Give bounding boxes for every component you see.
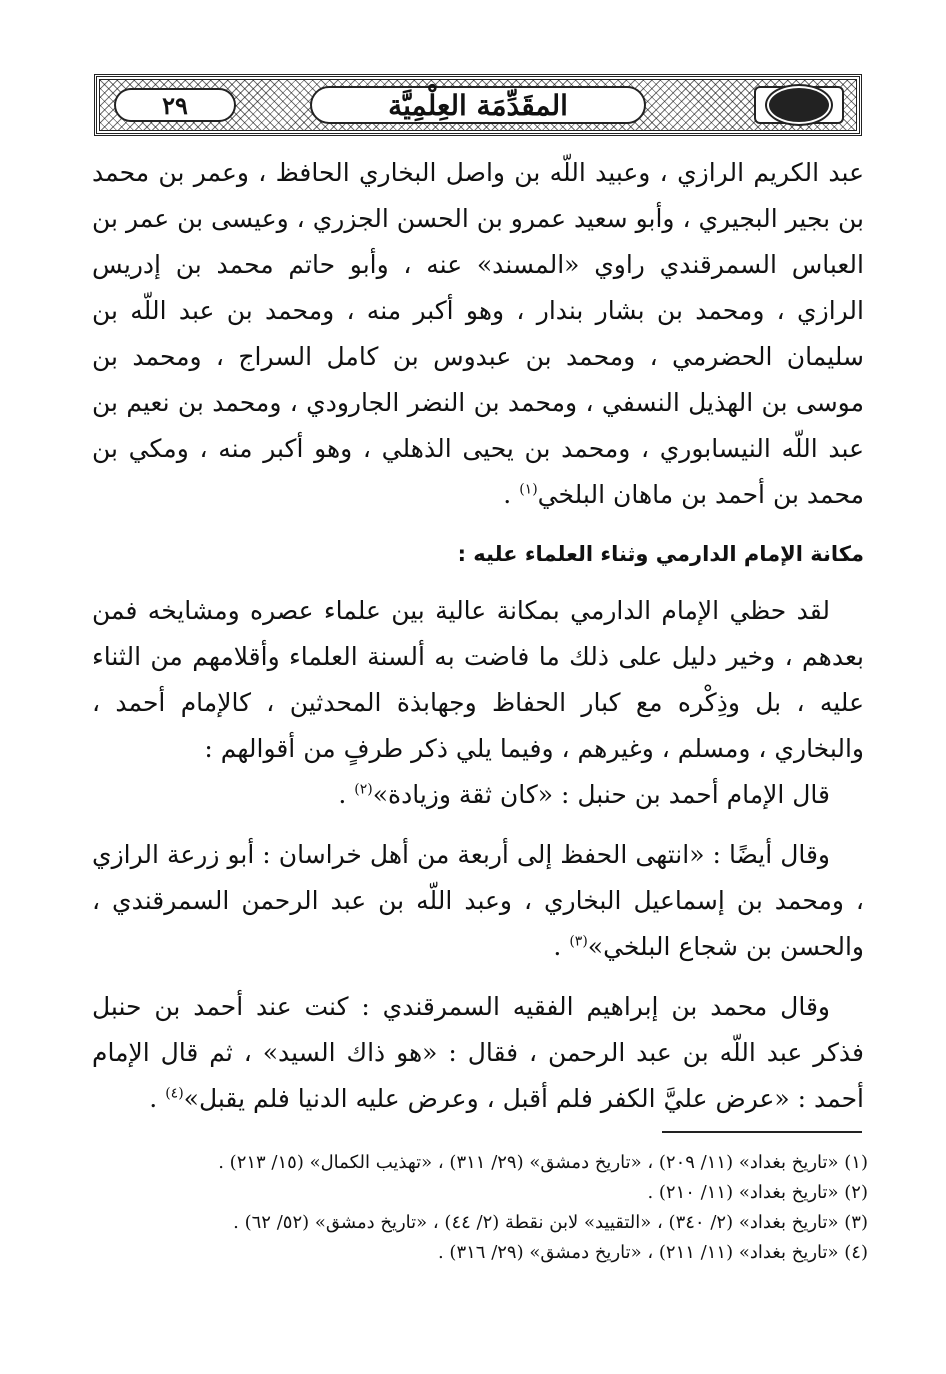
footnote-ref-3: (٣) xyxy=(569,933,588,950)
footnote-1: (١) «تاريخ بغداد» (١١/ ٢٠٩) ، «تاريخ دمشق» (٢٩/ ٣١١) ، «تهذيب الكمال» (١٥/ ٢١٣) . xyxy=(218,1152,868,1173)
page-number-plate xyxy=(114,88,236,122)
footnote-divider xyxy=(662,1131,862,1133)
paragraph-four-huffaz: وقال أيضًا : «انتهى الحفظ إلى أربعة من أهل خراسان : أبو زرعة الرازي ، ومحمد بن إسماعيل البخاري ، وعبد اللّه بن عبد الرحمن السمرقندي ، والحسن بن شجاع البلخي»$^{(٣)}$ . xyxy=(92,840,864,961)
running-title: المقَدِّمَة العِلْمِيَّة xyxy=(388,88,568,122)
paragraph-ahmad-quote: قال الإمام أحمد بن حنبل : «كان ثقة وزيادة»$^{(٢)}$ . xyxy=(338,780,830,809)
running-title-plate xyxy=(310,86,646,124)
footnote-3: (٣) «تاريخ بغداد» (٢/ ٣٤٠) ، «التقييد» لابن نقطة (٢/ ٤٤) ، «تاريخ دمشق» (٥٢/ ٦٢) . xyxy=(233,1212,868,1233)
footnote-ref-2: (٢) xyxy=(354,781,373,798)
footnotes xyxy=(92,1148,868,1268)
publisher-logo-icon xyxy=(754,86,844,124)
ornamental-border xyxy=(99,79,857,131)
footnote-4: (٤) «تاريخ بغداد» (١١/ ٢١١) ، «تاريخ دمشق» (٢٩/ ٣١٦) . xyxy=(437,1242,868,1263)
footnote-ref-1: (١) xyxy=(519,481,538,498)
footnote-ref-4: (٤) xyxy=(165,1085,184,1102)
seal-icon xyxy=(767,86,831,124)
footnote-2: (٢) «تاريخ بغداد» (١١/ ٢١٠) . xyxy=(647,1182,868,1203)
paragraph-status: لقد حظي الإمام الدارمي بمكانة عالية بين علماء عصره ومشايخه فمن بعدهم ، وخير دليل على ذلك ما فاضت به ألسنة العلماء وأقلامهم من الثناء عليه ، بل وذِكْره مع كبار الحفاظ وجهابذة المحدثين ، كالإمام أحمد ، والبخاري ، ومسلم ، وغيرهم ، وفيما يلي ذكر طرفٍ من أقوالهم : xyxy=(92,596,864,763)
paragraph-samarqandi-quote: وقال محمد بن إبراهيم الفقيه السمرقندي : كنت عند أحمد بن حنبل فذكر عبد اللّه بن عبد الرحمن ، فقال : «هو ذاك السيد» ، ثم قال الإمام أحمد : «عرض عليَّ الكفر فلم أقبل ، وعرض عليه الدنيا فلم يقبل»$^{(٤)}$ . xyxy=(92,992,864,1113)
page-number: ٢٩ xyxy=(162,90,188,120)
main-text xyxy=(92,150,864,1122)
section-heading: مكانة الإمام الدارمي وثناء العلماء عليه : xyxy=(457,542,864,566)
page-header xyxy=(94,74,862,136)
paragraph-teachers-list: عبد الكريم الرازي ، وعبيد اللّه بن واصل البخاري الحافظ ، وعمر بن محمد بن بجير البجيري ، وأبو سعيد عمرو بن الحسن الجزري ، وعيسى بن عمر بن العباس السمرقندي راوي «المسند» عنه ، وأبو حاتم محمد بن إدريس الرازي ، ومحمد بن بشار بندار ، وهو أكبر منه ، ومحمد بن عبد اللّه بن سليمان الحضرمي ، ومحمد بن عبدوس بن كامل السراج ، ومحمد بن موسى بن الهذيل النسفي ، ومحمد بن النضر الجارودي ، ومحمد بن نعيم بن عبد اللّه النيسابوري ، ومحمد بن يحيى الذهلي ، وهو أكبر منه ، ومكي بن محمد بن أحمد بن ماهان البلخي$^{(١)}$ . xyxy=(92,158,864,509)
